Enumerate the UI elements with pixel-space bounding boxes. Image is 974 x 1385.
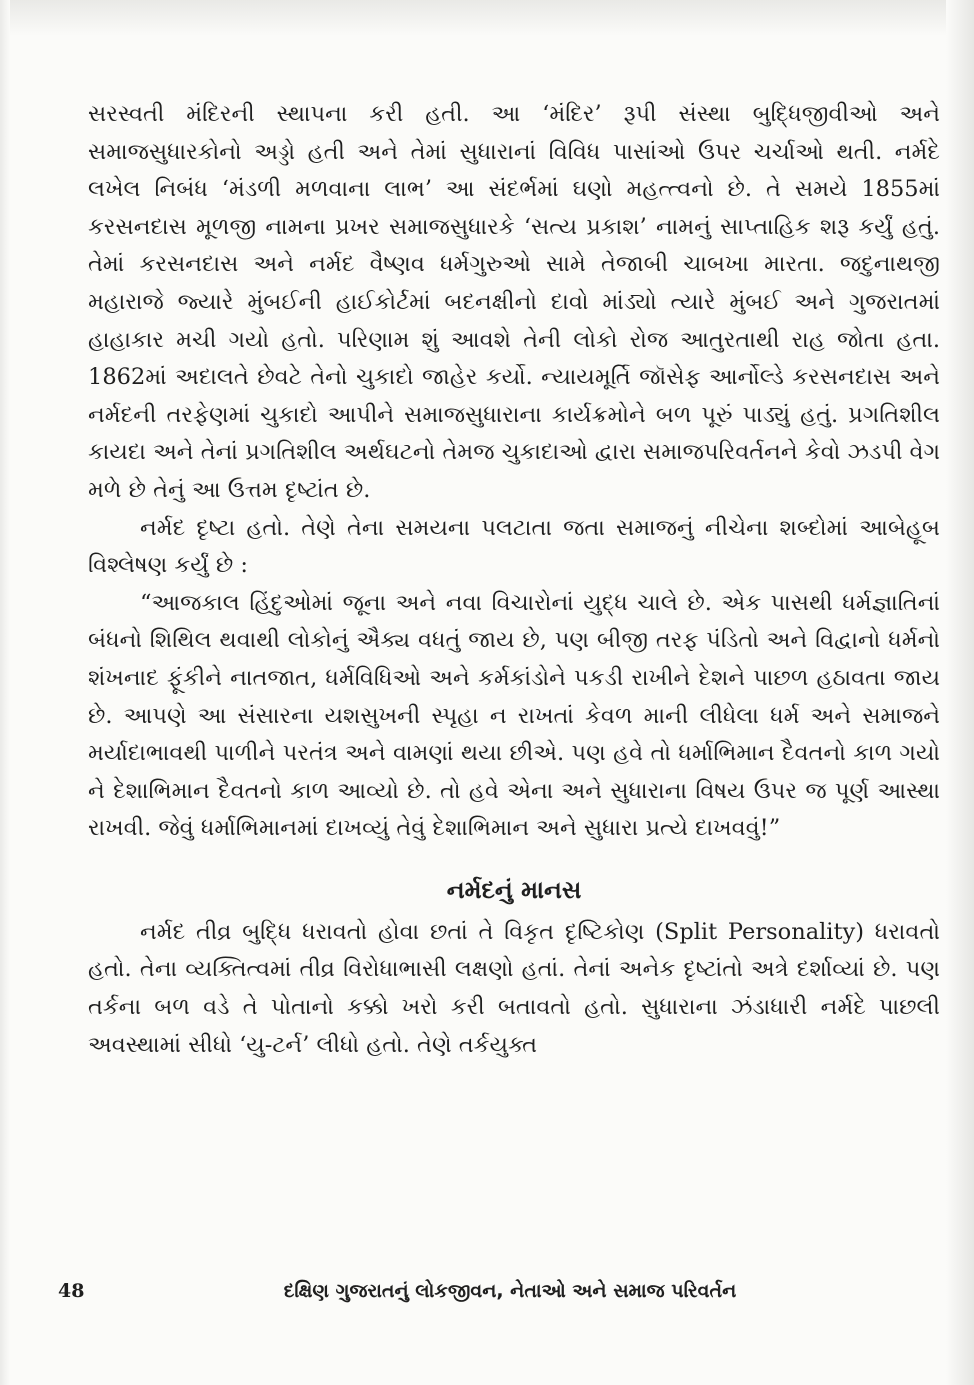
page-left-shadow	[0, 0, 10, 1385]
quotation-paragraph: “આજકાલ હિંદુઓમાં જૂના અને નવા વિચારોનાં યુદ્ધ ચાલે છે. એક પાસથી ધર્મજ્ઞાતિનાં બંધનો શિથિલ થવાથી લોકોનું ઐક્ય વધતું જાય છે, પણ બીજી તરફ પંડિતો અને વિદ્વાનો ધર્મનો શંખનાદ ફૂંકીને નાતજાત, ધર્મવિધિઓ અને કર્મકાંડોને પકડી રાખીને દેશને પાછળ હઠાવતા જાય છે. આપણે આ સંસારના યશસુખની સ્પૃહા ન રાખતાં કેવળ માની લીધેલા ધર્મ અને સમાજને મર્યાદાભાવથી પાળીને પરતંત્ર અને વામણાં થયા છીએ. પણ હવે તો ધર્માભિમાન દૈવતનો કાળ ગયો ને દેશાભિમાન દૈવતનો કાળ આવ્યો છે. તો હવે એના અને સુધારાના વિષય ઉપર જ પૂર્ણ આસ્થા રાખવી. જેવું ધર્માભિમાનમાં દાખવ્યું તેવું દેશાભિમાન અને સુધારા પ્રત્યે દાખવવું!”	[88, 589, 940, 842]
page-top-shadow	[0, 0, 974, 36]
page-footer	[0, 1272, 974, 1312]
body-paragraph-1: સરસ્વતી મંદિરની સ્થાપના કરી હતી. આ ‘મંદિર’ રૂપી સંસ્થા બુદ્ધિજીવીઓ અને સમાજસુધારકોનો અડ્ડો હતી અને તેમાં સુધારાનાં વિવિધ પાસાંઓ ઉપર ચર્ચાઓ થતી. નર્મદે લખેલ નિબંધ ‘મંડળી મળવાના લાભ’ આ સંદર્ભમાં ઘણો મહત્ત્વનો છે. તે સમયે 1855માં કરસનદાસ મૂળજી નામના પ્રખર સમાજસુધારકે ‘સત્ય પ્રકાશ’ નામનું સાપ્તાહિક શરૂ કર્યું હતું. તેમાં કરસનદાસ અને નર્મદ વૈષ્ણવ ધર્મગુરુઓ સામે તેજાબી ચાબખા મારતા. જદુનાથજી મહારાજે જ્યારે મુંબઈની હાઈકોર્ટમાં બદનક્ષીનો દાવો માંડ્યો ત્યારે મુંબઈ અને ગુજરાતમાં હાહાકાર મચી ગયો હતો. પરિણામ શું આવશે તેની લોકો રોજ આતુરતાથી રાહ જોતા હતા. 1862માં અદાલતે છેવટે તેનો ચુકાદો જાહેર કર્યો. ન્યાયમૂર્તિ જૉસેફ આર્નોલ્ડે કરસનદાસ અને નર્મદની તરફેણમાં ચુકાદો આપીને સમાજસુધારાના કાર્યક્રમોને બળ પૂરું પાડ્યું હતું. પ્રગતિશીલ કાયદા અને તેનાં પ્રગતિશીલ અર્થઘટનો તેમજ ચુકાદાઓ દ્વારા સમાજપરિવર્તનને કેવો ઝડપી વેગ મળે છે તેનું આ ઉત્તમ દૃષ્ટાંત છે.	[88, 101, 940, 503]
page-body	[88, 96, 940, 1064]
running-title: દક્ષિણ ગુજરાતનું લોકજીવન, નેતાઓ અને સમાજ પરિવર્તન	[283, 1280, 737, 1302]
page-right-shadow	[946, 0, 974, 1385]
body-paragraph-3: નર્મદ તીવ્ર બુદ્ધિ ધરાવતો હોવા છતાં તે વિકૃત દૃષ્ટિકોણ (Split Personality) ધરાવતો હતો. તેના વ્યક્તિત્વમાં તીવ્ર વિરોધાભાસી લક્ષણો હતાં. તેનાં અનેક દૃષ્ટાંતો અત્રે દર્શાવ્યાં છે. પણ તર્કના બળ વડે તે પોતાનો કક્કો ખરો કરી બતાવતો હતો. સુધારાના ઝંડાધારી નર્મદે પાછલી અવસ્થામાં સીધો ‘યુ-ટર્ન’ લીધો હતો. તેણે તર્કયુક્ત	[88, 918, 940, 1058]
page-number: 48	[58, 1280, 85, 1302]
body-paragraph-2: નર્મદ દૃષ્ટા હતો. તેણે તેના સમયના પલટાતા જતા સમાજનું નીચેના શબ્દોમાં આબેહૂબ વિશ્લેષણ કર્યું છે :	[88, 514, 940, 579]
section-heading: નર્મદનું માનસ	[446, 874, 582, 904]
